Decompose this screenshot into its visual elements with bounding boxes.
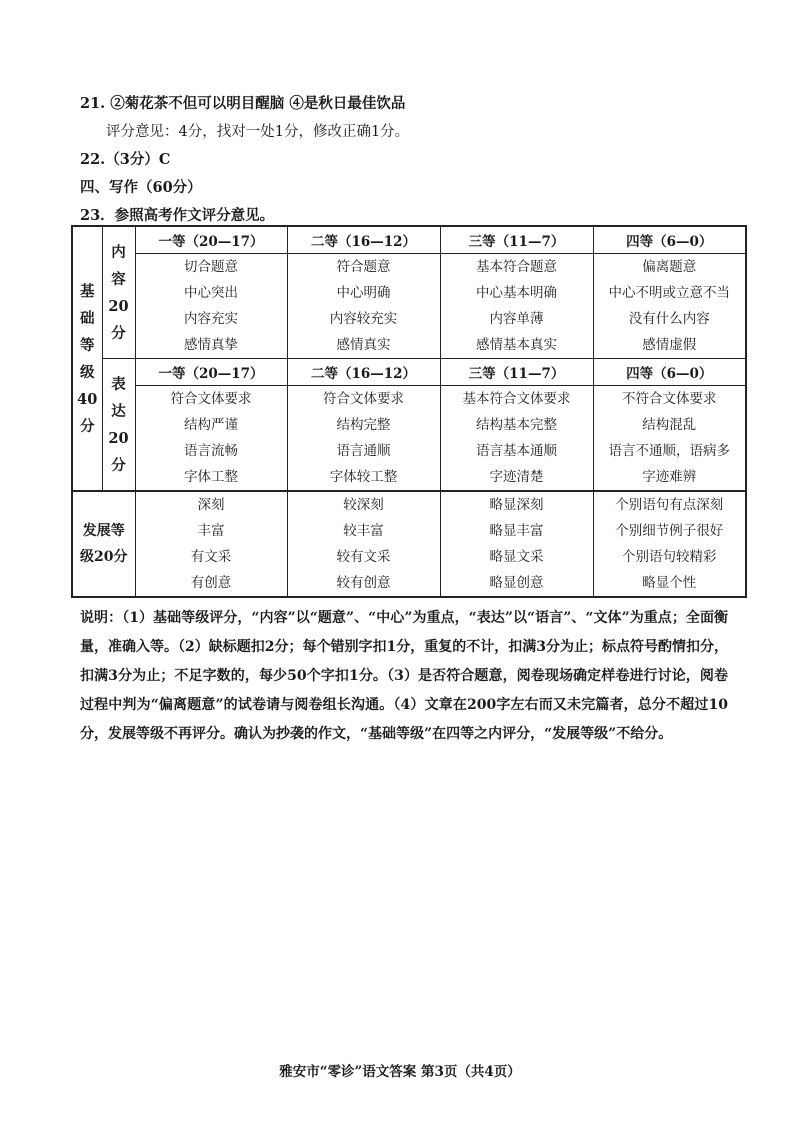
content-header-2: 二等（16—12） [287, 226, 440, 254]
content-header-3: 三等（11—7） [440, 226, 593, 254]
expression-label: 表 达 20 分 [102, 359, 135, 492]
notes-text: 说明：（1）基础等级评分，“内容”以“题意”、“中心”为重点，“表达”以“语言”、“文体”为重点；全面衡量，准确入等。（2）缺标题扣2分；每个错别字扣1分，重复的不计，扣满3分为止；标点符号酌情扣分，扣满3分为止；不足字数的，每少50个字扣1分。（3）是否符合题意，阅卷现场确定样卷进行讨论，阅卷过程中判为“偏离题意”的试卷请与阅卷组长沟通。（4）文章在200字左右而又未完篇者，总分不超过10分，发展等级不再评分。确认为抄袭的作文，“基础等级”在四等之内评分，“发展等级”不给分。 [80, 610, 728, 742]
content-header-4: 四等（6—0） [593, 226, 746, 254]
expression-header-4: 四等（6—0） [593, 359, 746, 386]
development-grade-2: 较深刻 较丰富 较有文采 较有创意 [287, 491, 440, 597]
basic-level-label: 基 础 等 级 40 分 [72, 226, 102, 491]
expression-header-2: 二等（16—12） [287, 359, 440, 386]
expression-grade-4: 不符合文体要求 结构混乱 语言不通顺，语病多 字迹难辨 [593, 386, 746, 492]
q21-answer: 21. ②菊花茶不但可以明目醒脑 ④是秋日最佳饮品 [80, 95, 406, 112]
q23-text: 23．参照高考作文评分意见。 [80, 207, 275, 224]
content-header-1: 一等（20—17） [135, 226, 287, 254]
content-grade-3: 基本符合题意 中心基本明确 内容单薄 感情基本真实 [440, 254, 593, 359]
page-footer: 雅安市“零诊”语文答案 第3页（共4页） [279, 1064, 521, 1080]
development-grade-3: 略显深刻 略显丰富 略显文采 略显创意 [440, 491, 593, 597]
expression-grade-3: 基本符合文体要求 结构基本完整 语言基本通顺 字迹清楚 [440, 386, 593, 492]
development-label: 发展等 级20分 [72, 491, 135, 597]
section4-title: 四、写作（60分） [80, 179, 202, 196]
expression-header-3: 三等（11—7） [440, 359, 593, 386]
development-grade-4: 个别语句有点深刻 个别细节例子很好 个别语句较精彩 略显个性 [593, 491, 746, 597]
development-grade-1: 深刻 丰富 有文采 有创意 [135, 491, 287, 597]
expression-grade-2: 符合文体要求 结构完整 语言通顺 字体较工整 [287, 386, 440, 492]
grading-table [71, 225, 747, 598]
content-grade-2: 符合题意 中心明确 内容较充实 感情真实 [287, 254, 440, 359]
q22-answer: 22.（3分）C [80, 151, 171, 168]
expression-grade-1: 符合文体要求 结构严谨 语言流畅 字体工整 [135, 386, 287, 492]
q21-scoring: 评分意见：4分，找对一处1分，修改正确1分。 [106, 124, 410, 140]
expression-header-1: 一等（20—17） [135, 359, 287, 386]
content-grade-1: 切合题意 中心突出 内容充实 感情真挚 [135, 254, 287, 359]
content-label: 内 容 20 分 [102, 226, 135, 359]
scoring-notes [80, 604, 728, 749]
content-grade-4: 偏离题意 中心不明或立意不当 没有什么内容 感情虚假 [593, 254, 746, 359]
